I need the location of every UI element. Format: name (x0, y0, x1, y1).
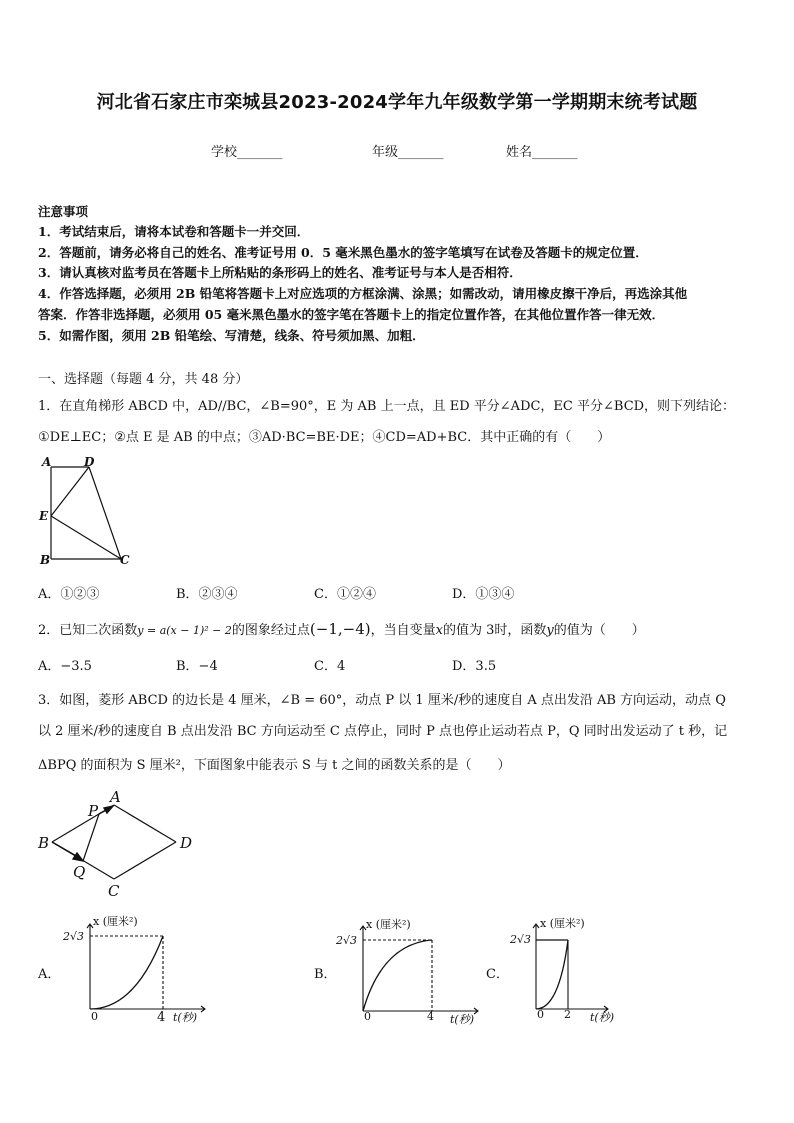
q1-label-e: E (39, 509, 49, 523)
q3-graph-b-xtick: 4 (427, 1010, 434, 1023)
q2-option-d[interactable]: D．3.5 (452, 659, 497, 674)
school-field[interactable] (211, 141, 283, 160)
q1-text-line1: 1．在直角梯形 ABCD 中，AD//BC，∠B=90°，E 为 AB 上一点，且 ED 平分∠ADC，EC 平分∠BCD，则下列结论： (38, 399, 736, 414)
q2-option-b[interactable]: B．−4 (176, 659, 218, 674)
q3-label-b: B (38, 834, 50, 852)
notice-item: 3．请认真核对监考员在答题卡上所粘贴的条形码上的姓名、准考证号与本人是否相符． (38, 265, 522, 280)
notice-item: 4．作答选择题，必须用 2B 铅笔将答题卡上对应选项的方框涂满、涂黑；如需改动，请用橡皮擦干净后，再选涂其他 (38, 286, 688, 301)
q3-label-p: P (88, 802, 99, 820)
notice-item: 答案．作答非选择题，必须用 05 毫米黑色墨水的签字笔在答题卡上的指定位置作答，在其他位置作答一律无效． (38, 307, 665, 322)
notice-item: 2．答题前，请务必将自己的姓名、准考证号用 0．5 毫米黑色墨水的签字笔填写在试卷及答题卡的规定位置． (38, 245, 648, 260)
name-field[interactable] (506, 141, 578, 160)
q1-option-d[interactable]: D．①③④ (452, 587, 515, 602)
q3-label-q: Q (73, 863, 86, 881)
q3-rhombus-figure (36, 786, 206, 901)
q3-text-line2: 以 2 厘米/秒的速度自 B 点出发沿 BC 方向运动至 C 点停止，同时 P 点也停止运动若点 P，Q 同时出发运动了 t 秒，记 (38, 724, 728, 739)
grade-label: 年级 (372, 145, 399, 160)
q3-graph-a-origin: 0 (91, 1010, 98, 1023)
q3-option-c[interactable]: C． (486, 967, 509, 982)
section-heading: 一、选择题（每题 4 分，共 48 分） (38, 372, 249, 387)
q3-graph-c-ylabel: x (厘米²) (540, 917, 585, 930)
q3-graph-c-origin: 0 (537, 1008, 544, 1021)
school-label: 学校 (211, 145, 238, 160)
q3-graph-a-xtick: 4 (157, 1010, 166, 1025)
q3-graph-b-ytick: 2√3 (336, 934, 358, 947)
q3-text-line1: 3．如图，菱形 ABCD 的边长是 4 厘米，∠B = 60°，动点 P 以 1 厘米/秒的速度自 A 点出发沿 AB 方向运动，动点 Q (38, 693, 726, 708)
q3-graph-a (55, 912, 215, 1027)
notice-heading: 注意事项 (38, 204, 89, 219)
q3-graph-c-xtick: 2 (564, 1008, 571, 1021)
q2-formula: y = a(x − 1)² − 2 (137, 624, 232, 637)
q1-option-c[interactable]: C．①②④ (314, 587, 376, 602)
q2-option-c[interactable]: C．4 (314, 659, 346, 674)
q2-point: (−1,−4) (309, 620, 371, 638)
notice-item: 5．如需作图，须用 2B 铅笔绘、写清楚，线条、符号须加黑、加粗． (38, 328, 425, 343)
q3-graph-c-xlabel: t(秒) (590, 1011, 615, 1024)
q2-text-post3: 的值为（ ） (553, 623, 645, 638)
q3-label-c: C (108, 882, 120, 900)
q3-graph-b-origin: 0 (364, 1010, 371, 1023)
q1-label-b: B (40, 553, 51, 567)
q3-graph-b-ylabel: x (厘米²) (366, 918, 411, 931)
page-title: 河北省石家庄市栾城县2023-2024学年九年级数学第一学期期末统考试题 (96, 92, 698, 113)
q1-label-d: D (84, 455, 95, 469)
q3-graph-a-xlabel: t(秒) (173, 1011, 198, 1024)
q2-var-x: x (435, 623, 443, 638)
q3-graph-a-ylabel: x (厘米²) (93, 915, 138, 928)
q2-var-y: y (546, 623, 554, 638)
q2-text-mid: 的图象经过点 (231, 623, 310, 638)
q3-graph-b (330, 914, 490, 1029)
school-blank: _______ (237, 145, 283, 160)
q1-trapezoid-figure (36, 452, 146, 572)
name-blank: _______ (532, 145, 578, 160)
q2-option-a[interactable]: A．−3.5 (38, 659, 92, 674)
notice-item: 1．考试结束后，请将本试卷和答题卡一并交回． (38, 224, 310, 239)
name-label: 姓名 (506, 145, 533, 160)
q3-label-d: D (180, 834, 193, 852)
q1-label-c: C (120, 553, 130, 567)
q2-text-post: ，当自变量 (370, 623, 436, 638)
q3-graph-a-ytick: 2√3 (63, 930, 85, 943)
q3-label-a: A (110, 788, 121, 806)
q2-text-pre: 2．已知二次函数 (38, 623, 138, 638)
q3-graph-c (504, 912, 644, 1027)
q3-option-b[interactable]: B． (314, 967, 337, 982)
q3-graph-c-ytick: 2√3 (510, 933, 532, 946)
grade-field[interactable] (372, 141, 444, 160)
q2-text (38, 619, 645, 638)
q1-option-a[interactable]: A．①②③ (38, 587, 100, 602)
q1-label-a: A (42, 455, 52, 469)
q3-option-a[interactable]: A． (38, 967, 61, 982)
q3-graph-b-xlabel: t(秒) (450, 1013, 475, 1026)
q2-text-post2: 的值为 3时，函数 (442, 623, 547, 638)
grade-blank: _______ (398, 145, 444, 160)
q3-text-line3: ΔBPQ 的面积为 S 厘米²，下面图象中能表示 S 与 t 之间的函数关系的是（ ） (38, 758, 511, 773)
q1-option-b[interactable]: B．②③④ (176, 587, 238, 602)
q1-text-line2: ①DE⊥EC；②点 E 是 AB 的中点；③AD·BC=BE·DE；④CD=AD+BC．其中正确的有（ ） (38, 430, 611, 445)
